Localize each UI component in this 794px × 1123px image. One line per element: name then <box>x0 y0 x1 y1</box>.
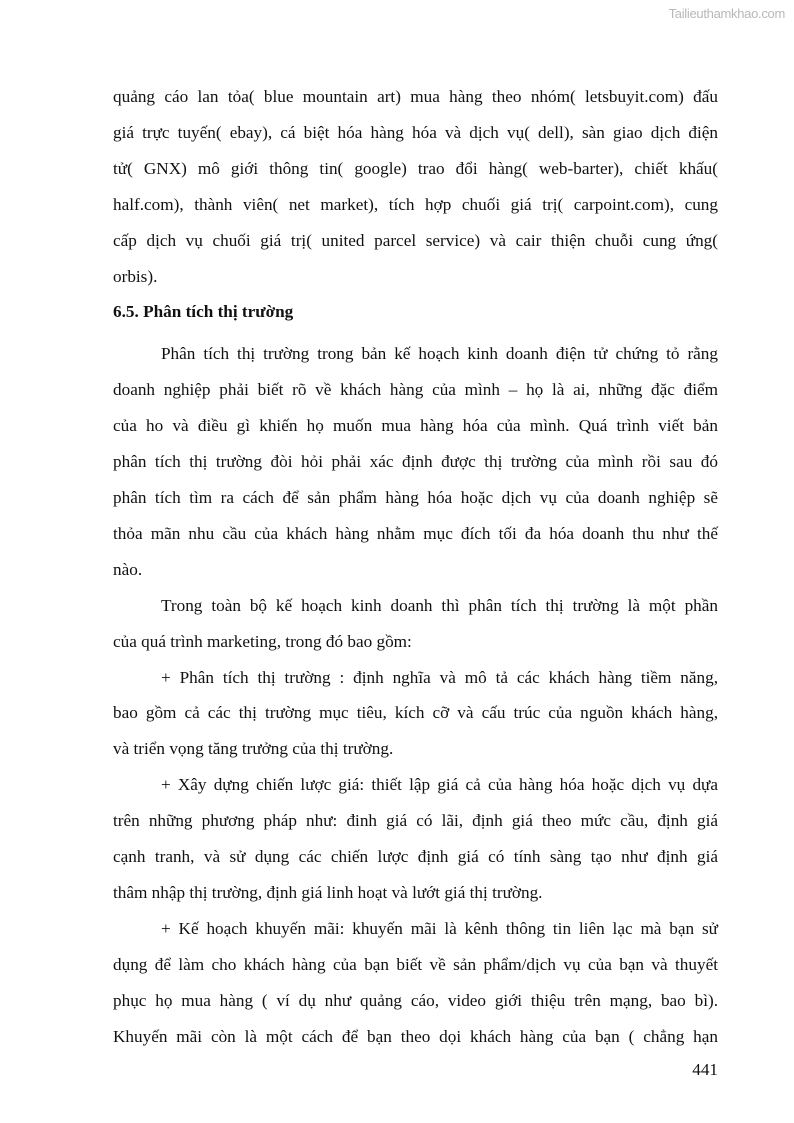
paragraph-line: bao gồm cả các thị trường mục tiêu, kích cỡ và cấu trúc của nguồn khách hàng, <box>113 703 718 723</box>
paragraph-line: phân tích thị trường đòi hỏi phải xác định được thị trường của mình rồi sau đó <box>113 452 718 472</box>
paragraph-line: phân tích tìm ra cách để sản phẩm hàng hóa hoặc dịch vụ của doanh nghiệp sẽ <box>113 488 718 507</box>
paragraph-line: + Xây dựng chiến lược giá: thiết lập giá cả của hàng hóa hoặc dịch vụ dựa <box>161 775 718 795</box>
paragraph-line: Khuyến mãi còn là một cách để bạn theo dọi khách hàng của bạn ( chẳng hạn <box>113 1026 718 1046</box>
paragraph-line: doanh nghiệp phải biết rõ về khách hàng của mình – họ là ai, những đặc điểm <box>113 380 718 400</box>
paragraph-line: Trong toàn bộ kế hoạch kinh doanh thì phân tích thị trường là một phần <box>161 595 718 615</box>
paragraph-line: trên những phương pháp như: đinh giá có lãi, định giá theo mức cầu, định giá <box>113 811 718 831</box>
paragraph-line: half.com), thành viên( net market), tích hợp chuối giá trị( carpoint.com), cung <box>113 194 718 214</box>
paragraph-line: quảng cáo lan tỏa( blue mountain art) mua hàng theo nhóm( letsbuyit.com) đấu <box>113 87 718 106</box>
watermark: Tailieuthamkhao.com <box>668 6 785 21</box>
paragraph-line: + Kế hoạch khuyến mãi: khuyến mãi là kênh thông tin liên lạc mà bạn sử <box>161 918 718 938</box>
paragraph-line: của ho và điều gì khiến họ muốn mua hàng hóa của mình. Quá trình viết bản <box>113 416 718 436</box>
section-heading: 6.5. Phân tích thị trường <box>113 302 294 322</box>
paragraph-line: Phân tích thị trường trong bản kế hoạch kinh doanh điện tử chứng tỏ rằng <box>161 344 718 364</box>
paragraph-line: orbis). <box>113 266 158 286</box>
paragraph-line: cạnh tranh, và sử dụng các chiến lược định giá có tính sàng tạo như định giá <box>113 847 718 866</box>
paragraph-line: thỏa mãn nhu cầu của khách hàng nhằm mục đích tối đa hóa doanh thu như thế <box>113 523 718 543</box>
paragraph-line: thâm nhập thị trường, định giá linh hoạt và lướt giá thị trường. <box>113 882 543 902</box>
paragraph-line: + Phân tích thị trường : định nghĩa và mô tả các khách hàng tiềm năng, <box>161 667 718 687</box>
paragraph-line: tử( GNX) mô giới thông tin( google) trao đổi hàng( web-barter), chiết khấu( <box>113 158 718 178</box>
paragraph-line: giá trực tuyến( ebay), cá biệt hóa hàng hóa và dịch vụ( dell), sàn giao dịch điện <box>113 122 718 142</box>
paragraph-line: cấp dịch vụ chuối giá trị( united parcel service) và cair thiện chuỗi cung ứng( <box>113 230 718 250</box>
paragraph-line: của quá trình marketing, trong đó bao gồm: <box>113 631 412 651</box>
paragraph-line: nào. <box>113 559 143 579</box>
page-number: 441 <box>692 1060 718 1079</box>
paragraph-line: dụng để làm cho khách hàng của bạn biết về sản phẩm/dịch vụ của bạn và thuyết <box>113 954 718 974</box>
paragraph-line: và triển vọng tăng trưởng của thị trường. <box>113 739 394 759</box>
paragraph-line: phục họ mua hàng ( ví dụ như quảng cáo, video giới thiệu trên mạng, bao bì). <box>113 990 718 1010</box>
